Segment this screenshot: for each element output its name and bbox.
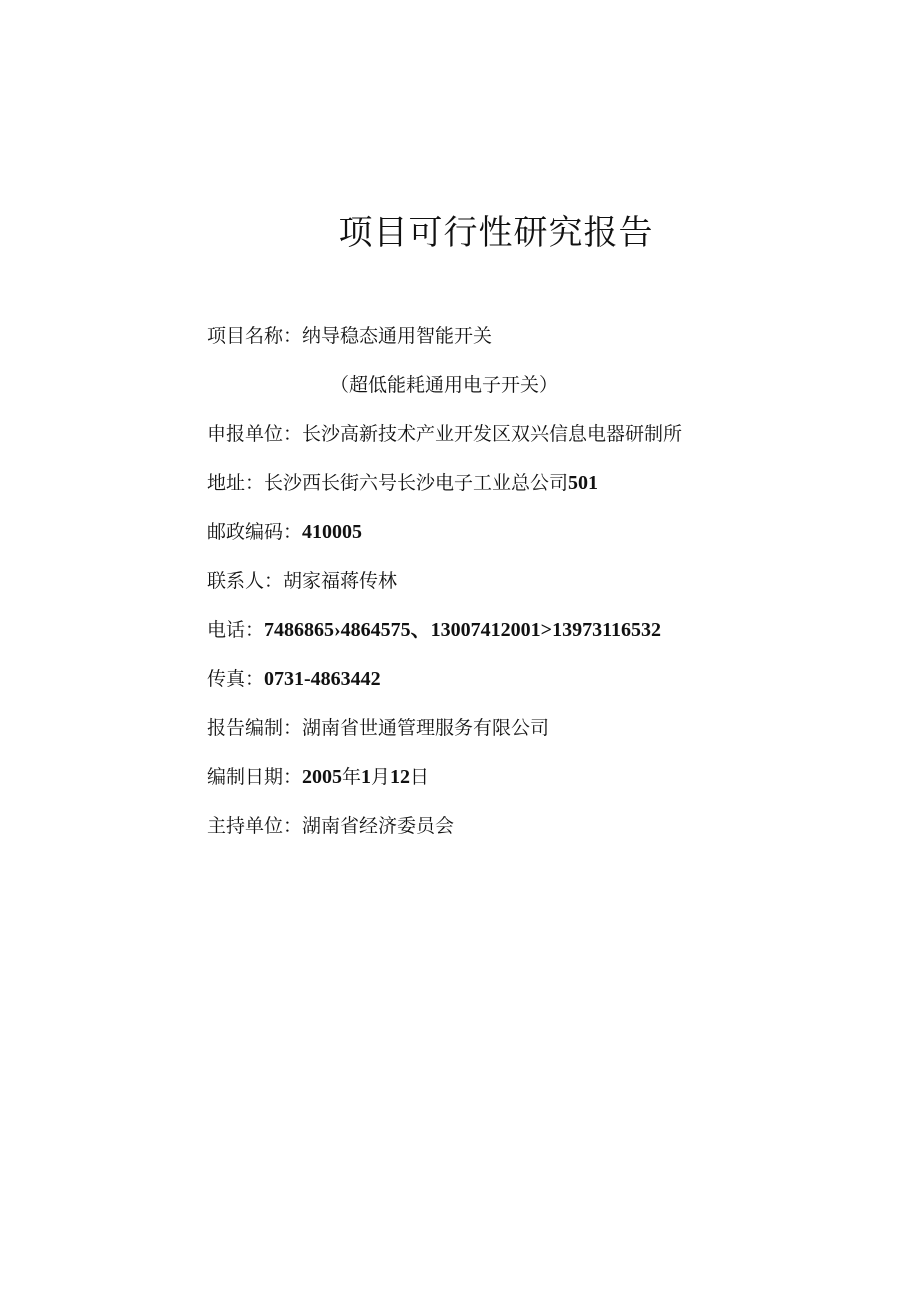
- date-year-unit: 年: [342, 766, 362, 788]
- postal-code-label: 邮政编码：: [207, 521, 303, 543]
- applicant-label: 申报单位：: [207, 423, 303, 445]
- address-number: 501: [568, 472, 599, 494]
- fax-label: 传真：: [207, 668, 265, 690]
- project-name-label: 项目名称：: [207, 325, 303, 347]
- contact-value: 胡家福蒋传林: [283, 570, 398, 592]
- date-year: 2005: [302, 766, 343, 788]
- postal-code-value: 410005: [302, 521, 363, 543]
- fax-line: [207, 665, 381, 693]
- date-month: 1: [361, 766, 372, 788]
- phone-value: 7486865›4864575、13007412001>13973116532: [264, 619, 661, 641]
- applicant-line: [207, 420, 682, 448]
- address-value: 长沙西长街六号长沙电子工业总公司: [264, 472, 569, 494]
- date-line: [207, 763, 429, 791]
- host-value: 湖南省经济委员会: [302, 815, 455, 837]
- report-by-line: [207, 714, 549, 742]
- fax-value: 0731-4863442: [264, 668, 381, 690]
- phone-line: [207, 616, 661, 644]
- address-line: [207, 469, 598, 497]
- project-name-line: [207, 322, 492, 350]
- project-name-subtitle: （超低能耗通用电子开关）: [330, 374, 559, 396]
- report-by-value: 湖南省世通管理服务有限公司: [302, 717, 550, 739]
- host-line: [207, 812, 454, 840]
- date-day-unit: 日: [410, 766, 430, 788]
- report-by-label: 报告编制：: [207, 717, 303, 739]
- applicant-value: 长沙高新技术产业开发区双兴信息电器研制所: [302, 423, 683, 445]
- postal-code-line: [207, 518, 362, 546]
- phone-label: 电话：: [207, 619, 265, 641]
- date-day: 12: [390, 766, 411, 788]
- project-name-value: 纳导稳态通用智能开关: [302, 325, 493, 347]
- date-label: 编制日期：: [207, 766, 303, 788]
- host-label: 主持单位：: [207, 815, 303, 837]
- contact-line: [207, 567, 397, 595]
- contact-label: 联系人：: [207, 570, 284, 592]
- report-title: 项目可行性研究报告: [338, 213, 654, 253]
- date-month-unit: 月: [371, 766, 391, 788]
- address-label: 地址：: [207, 472, 265, 494]
